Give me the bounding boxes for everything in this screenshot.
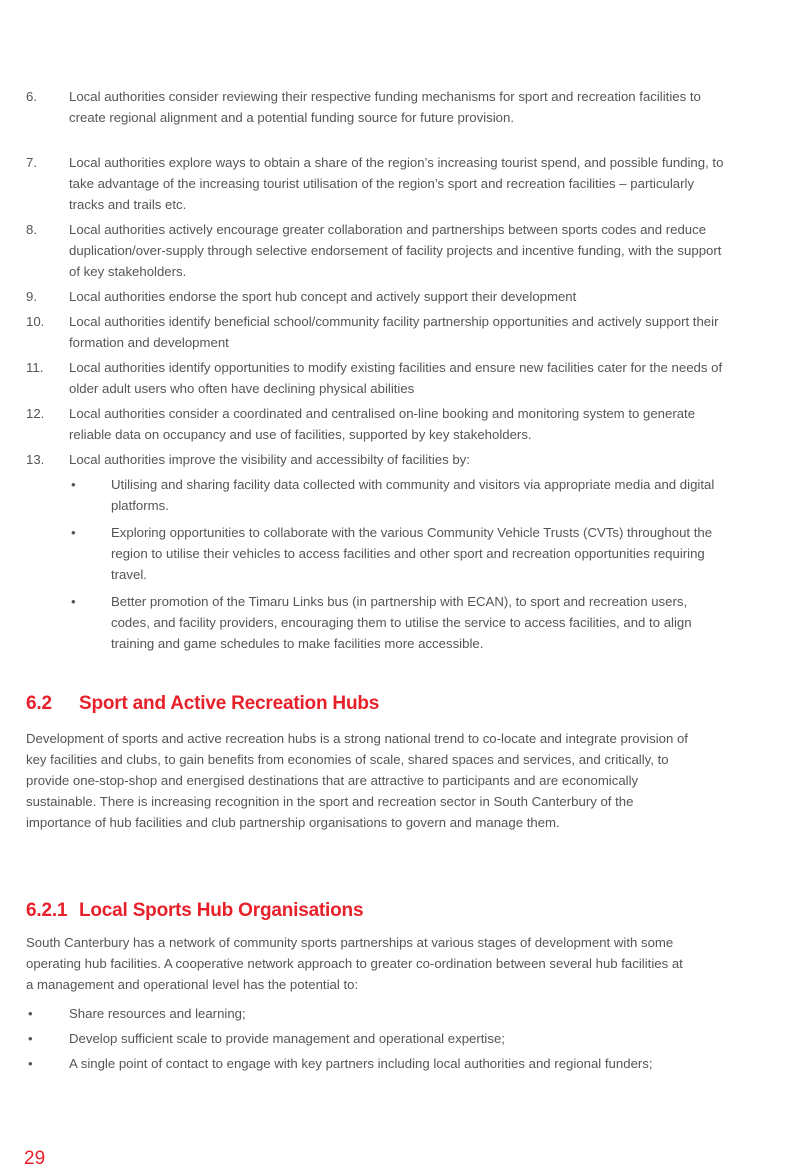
bullet-icon: •	[28, 1006, 33, 1021]
bullet-icon: •	[71, 477, 76, 492]
section-6-2-body: Development of sports and active recreation hubs is a strong national trend to co-locate and integrate provision of key facilities and clubs, to gain benefits from economies of scale, shared spaces and services, and critically, to provide one-stop-shop and energised destinations that are attractive to participants and are economically sustainable. There is increasing recognition in the sport and recreation sector in South Canterbury of the importance of hub facilities and club partnership organisations to govern and manage them.	[26, 731, 688, 830]
item-text: Local authorities improve the visibility and accessibilty of facilities by:	[69, 452, 470, 467]
item-text: Local authorities consider a coordinated and centralised on-line booking and monitoring system to generate reliable data on occupancy and use of facilities, supported by key stakeholders.	[69, 406, 696, 442]
list-item	[0, 1003, 806, 1024]
sub-list-item	[69, 474, 726, 516]
section-number: 6.2	[26, 693, 52, 714]
list-item	[0, 357, 806, 399]
item-text: Local authorities consider reviewing their respective funding mechanisms for sport and recreation facilities to create regional alignment and a potential funding source for future provision.	[69, 89, 701, 125]
item-number: 7.	[26, 155, 37, 170]
sub-list-item	[69, 522, 726, 585]
item-number: 8.	[26, 222, 37, 237]
item-number: 11.	[26, 360, 44, 375]
item-number: 6.	[26, 89, 37, 104]
item-text: Local authorities endorse the sport hub concept and actively support their development	[69, 289, 577, 304]
bullet-icon: •	[28, 1056, 33, 1071]
item-number: 10.	[26, 314, 45, 329]
item-text: Share resources and learning;	[69, 1006, 246, 1021]
sub-bullet-list	[69, 474, 726, 654]
sub-item-text: Utilising and sharing facility data collected with community and visitors via appropriate media and digital platforms.	[111, 477, 715, 513]
list-item	[0, 86, 806, 128]
item-text: A single point of contact to engage with key partners including local authorities and regional funders;	[69, 1056, 653, 1071]
list-item	[0, 1053, 806, 1074]
section-number: 6.2.1	[26, 900, 68, 921]
item-number: 13.	[26, 452, 45, 467]
section-6-2-1-body: South Canterbury has a network of community sports partnerships at various stages of development with some operating hub facilities. A cooperative network approach to greater co-ordination between several hub facilities at a management and operational level has the potential to:	[26, 935, 683, 992]
list-item	[0, 449, 806, 654]
section-heading-6-2	[26, 693, 379, 715]
item-text: Local authorities actively encourage greater collaboration and partnerships between sports codes and reduce duplication/over-supply through selective endorsement of facility projects and incentive funding, with the support of key stakeholders.	[69, 222, 722, 279]
item-text: Local authorities identify beneficial school/community facility partnership opportunities and actively support their formation and development	[69, 314, 719, 350]
list-item	[0, 403, 806, 445]
hub-benefits-list	[0, 1003, 806, 1078]
bullet-icon: •	[71, 594, 76, 609]
section-title: Local Sports Hub Organisations	[79, 900, 364, 921]
section-title: Sport and Active Recreation Hubs	[79, 693, 380, 714]
list-item	[0, 286, 806, 307]
page-number: 29	[24, 1148, 46, 1169]
item-number: 12.	[26, 406, 45, 421]
sub-list-item	[69, 591, 726, 654]
list-item	[0, 311, 806, 353]
sub-item-text: Better promotion of the Timaru Links bus (in partnership with ECAN), to sport and recreation users, codes, and facility providers, encouraging them to utilise the service to access facilities, and to align training and game schedules to make facilities more accessible.	[111, 594, 692, 651]
sub-item-text: Exploring opportunities to collaborate with the various Community Vehicle Trusts (CVTs) throughout the region to utilise their vehicles to access facilities and other sport and recreation opportunities requiring travel.	[111, 525, 713, 582]
item-text: Local authorities explore ways to obtain a share of the region’s increasing tourist spend, and possible funding, to take advantage of the increasing tourist utilisation of the region’s sport and recreation facilities – particularly tracks and trails etc.	[69, 155, 724, 212]
section-heading-6-2-1	[26, 900, 363, 922]
bullet-icon: •	[28, 1031, 33, 1046]
list-item	[0, 152, 806, 215]
recommendations-list	[0, 86, 806, 660]
list-item	[0, 1028, 806, 1049]
item-number: 9.	[26, 289, 37, 304]
list-item	[0, 219, 806, 282]
bullet-icon: •	[71, 525, 76, 540]
item-text: Local authorities identify opportunities to modify existing facilities and ensure new facilities cater for the needs of older adult users who often have declining physical abilities	[69, 360, 723, 396]
item-text: Develop sufficient scale to provide management and operational expertise;	[69, 1031, 505, 1046]
